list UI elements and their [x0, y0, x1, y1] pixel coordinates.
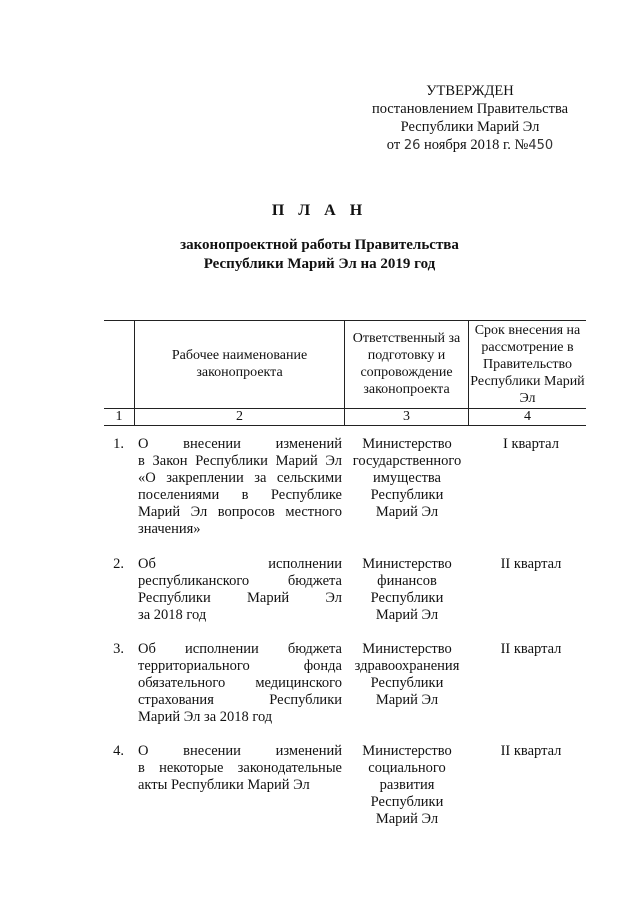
approval-date-rest: ноября 2018 г. № — [424, 137, 529, 153]
row-term: II квартал — [500, 743, 562, 759]
approval-date — [360, 136, 580, 155]
header-responsible-line: сопровождение — [360, 365, 453, 380]
header-name-line: Рабочее наименование — [171, 348, 308, 363]
responsible-line: Марий Эл — [375, 811, 439, 827]
bill-name-line: в Закон Республики Марий Эл — [138, 453, 342, 469]
header-term-line: Срок внесения — [474, 322, 564, 338]
responsible-line: развития — [379, 777, 435, 793]
column-number-3: 3 — [403, 409, 410, 424]
responsible-line: имущества — [372, 470, 441, 486]
responsible-line: Министерство — [362, 556, 452, 572]
row-responsible — [348, 743, 466, 828]
approval-date-day: 26 — [403, 138, 421, 153]
subtitle-line-1: законопроектной работы Правительства — [180, 237, 459, 253]
header-term-line: Республики — [470, 373, 541, 389]
bill-name-line: Об исполнении — [138, 556, 342, 572]
bill-name-line: республиканского бюджета — [138, 573, 342, 589]
responsible-line: здравоохранения — [354, 658, 460, 674]
row-number: 2. — [113, 556, 124, 572]
row-term: I квартал — [503, 436, 559, 452]
responsible-line: Министерство — [362, 436, 452, 452]
responsible-line: социального — [368, 760, 446, 776]
responsible-line: Министерство — [362, 641, 452, 657]
responsible-line: государственного — [352, 453, 462, 469]
header-term-line: в Правительство — [483, 339, 574, 372]
responsible-line: Республики — [370, 487, 444, 503]
header-term-line: Марий Эл — [519, 373, 585, 406]
bill-name-line: акты Республики Марий Эл — [138, 777, 310, 793]
row-number: 3. — [113, 641, 124, 657]
bill-name-line: Республики Марий Эл — [138, 590, 342, 606]
approval-authority: Республики Марий Эл — [400, 119, 540, 135]
table-header — [104, 320, 586, 426]
bill-name-line: Об исполнении бюджета — [138, 641, 342, 657]
bill-name-line: О внесении изменений — [138, 743, 342, 759]
row-responsible — [348, 556, 466, 624]
approval-status: УТВЕРЖДЕН — [426, 83, 514, 99]
row-bill-name — [138, 556, 342, 624]
header-term-line: на рассмотрение — [481, 322, 581, 355]
bill-name-line: обязательного медицинского — [138, 675, 342, 691]
row-term: II квартал — [500, 556, 562, 572]
row-term: II квартал — [500, 641, 562, 657]
bill-name-line: «О закреплении за сельскими — [138, 470, 342, 486]
header-responsible-cell — [345, 320, 468, 408]
row-bill-name — [138, 641, 342, 726]
header-bottom-border — [104, 425, 586, 426]
responsible-line: Республики — [370, 675, 444, 691]
row-bill-name — [138, 436, 342, 538]
bill-name-line: Марий Эл за 2018 год — [138, 709, 273, 725]
approval-date-prefix: от — [386, 137, 401, 153]
bill-name-line: страхования Республики — [138, 692, 342, 708]
header-responsible-line: за подготовку и — [367, 331, 461, 363]
row-number: 1. — [113, 436, 124, 452]
document-subtitle — [0, 236, 639, 274]
responsible-line: Марий Эл — [375, 607, 439, 623]
responsible-line: Республики — [370, 794, 444, 810]
responsible-line: Министерство — [362, 743, 452, 759]
bill-name-line: Марий Эл вопросов местного — [138, 504, 342, 520]
header-name-line: законопроекта — [196, 365, 283, 380]
approval-block — [360, 82, 580, 155]
responsible-line: финансов — [377, 573, 437, 589]
header-term-cell — [469, 320, 586, 408]
column-number-1: 1 — [115, 409, 123, 424]
bill-name-line: О внесении изменений — [138, 436, 342, 452]
subtitle-line-2: Республики Марий Эл на 2019 год — [203, 256, 436, 272]
bill-name-line: в некоторые законодательные — [138, 760, 342, 776]
header-name-cell — [135, 320, 344, 408]
responsible-line: Марий Эл — [375, 692, 439, 708]
responsible-line: Марий Эл — [375, 504, 439, 520]
row-responsible — [348, 641, 466, 709]
approval-date-number: 450 — [528, 138, 554, 153]
column-number-2: 2 — [236, 409, 243, 424]
document-title: П Л А Н — [271, 202, 368, 219]
header-responsible-line: Ответственный — [352, 331, 445, 346]
approval-act: постановлением Правительства — [371, 101, 569, 117]
row-responsible — [348, 436, 466, 521]
row-bill-name — [138, 743, 342, 794]
bill-name-line: значения» — [138, 521, 201, 537]
bill-name-line: территориального фонда — [138, 658, 342, 674]
row-number: 4. — [113, 743, 124, 759]
header-responsible-line: законопроекта — [363, 382, 450, 397]
bill-name-line: за 2018 год — [138, 607, 207, 623]
bill-name-line: поселениями в Республике — [138, 487, 342, 503]
column-number-4: 4 — [524, 409, 531, 424]
responsible-line: Республики — [370, 590, 444, 606]
